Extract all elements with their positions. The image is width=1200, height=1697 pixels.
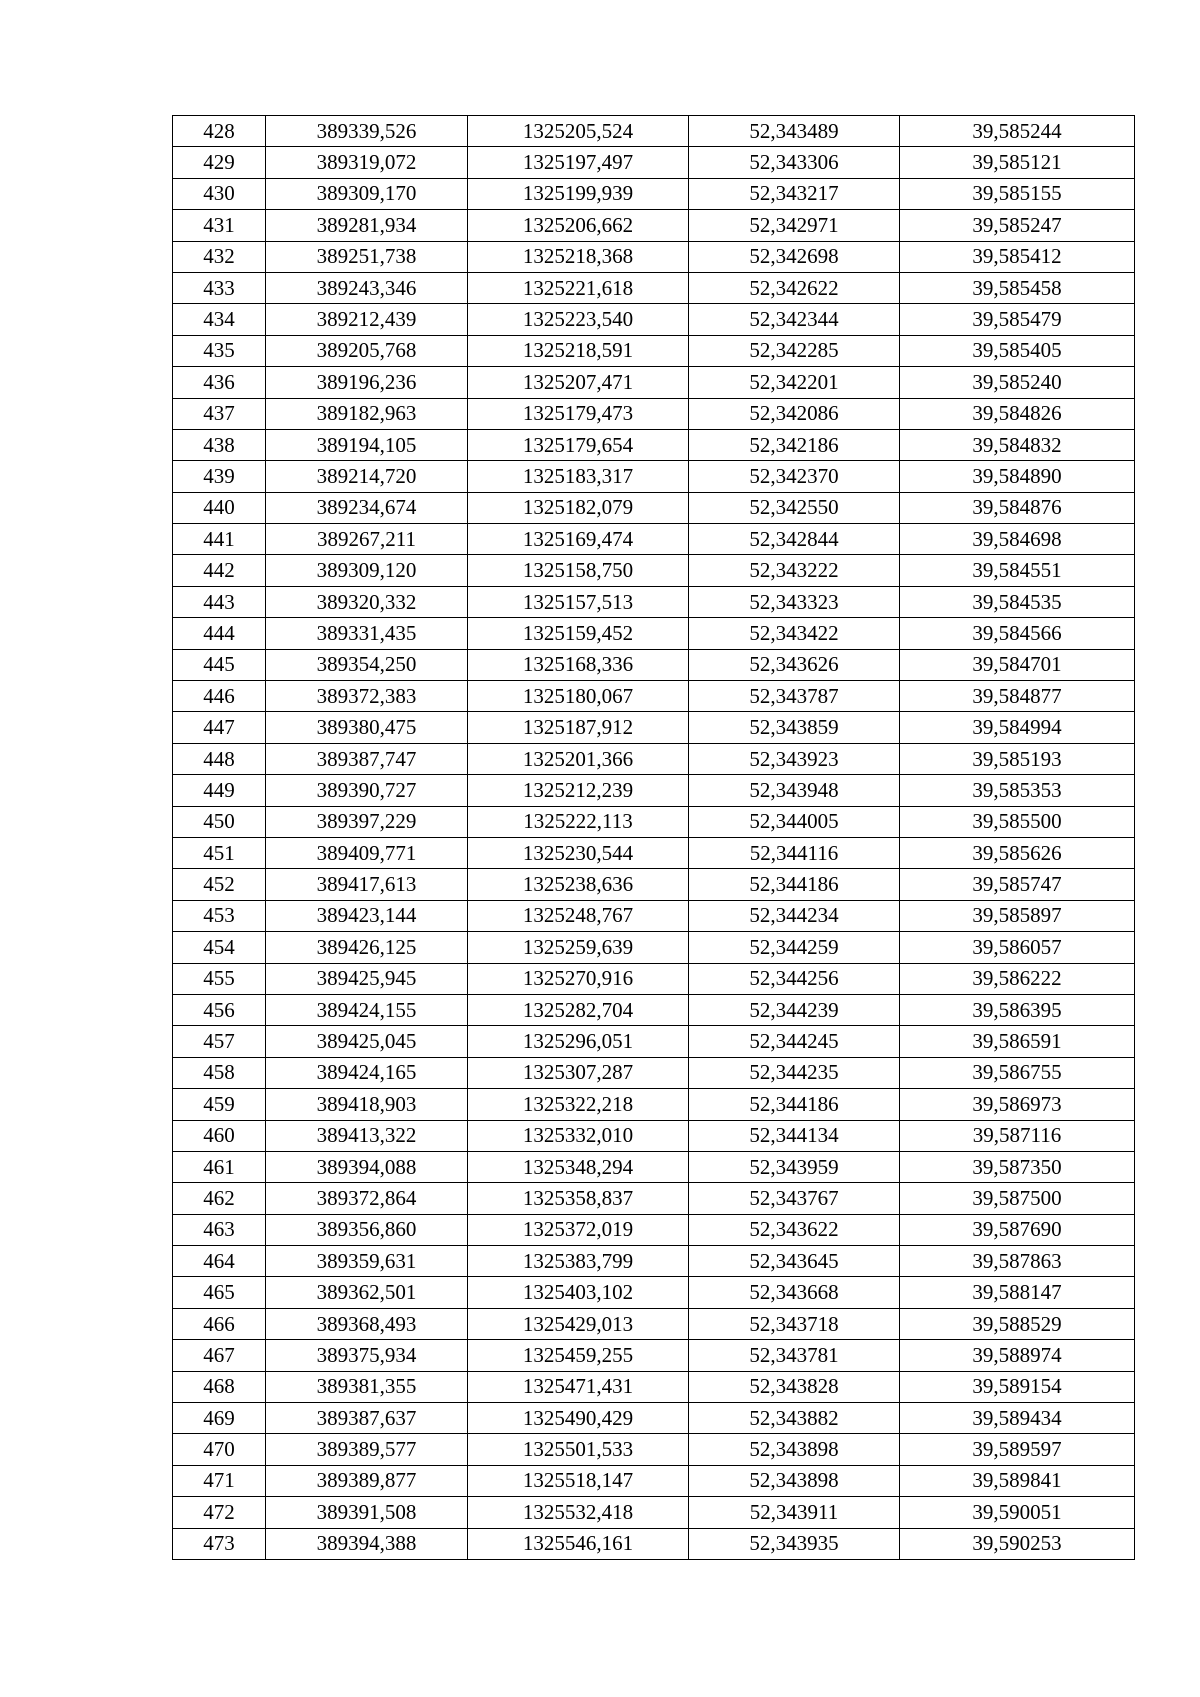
- y-coordinate-cell: 1325222,113: [468, 806, 689, 837]
- point-number-cell: 450: [173, 806, 266, 837]
- table-row: [173, 304, 1135, 335]
- x-coordinate-cell: 389267,211: [266, 524, 468, 555]
- longitude-cell: 39,585458: [900, 272, 1135, 303]
- x-coordinate-cell: 389426,125: [266, 932, 468, 963]
- longitude-cell: 39,588974: [900, 1340, 1135, 1371]
- table-row: [173, 963, 1135, 994]
- point-number-cell: 431: [173, 210, 266, 241]
- x-coordinate-cell: 389214,720: [266, 461, 468, 492]
- longitude-cell: 39,587500: [900, 1183, 1135, 1214]
- latitude-cell: 52,344259: [689, 932, 900, 963]
- y-coordinate-cell: 1325205,524: [468, 116, 689, 147]
- latitude-cell: 52,342186: [689, 429, 900, 460]
- x-coordinate-cell: 389354,250: [266, 649, 468, 680]
- latitude-cell: 52,343489: [689, 116, 900, 147]
- x-coordinate-cell: 389320,332: [266, 586, 468, 617]
- longitude-cell: 39,584877: [900, 681, 1135, 712]
- y-coordinate-cell: 1325218,368: [468, 241, 689, 272]
- longitude-cell: 39,585626: [900, 837, 1135, 868]
- table-row: [173, 681, 1135, 712]
- y-coordinate-cell: 1325332,010: [468, 1120, 689, 1151]
- longitude-cell: 39,587863: [900, 1246, 1135, 1277]
- y-coordinate-cell: 1325248,767: [468, 900, 689, 931]
- longitude-cell: 39,586395: [900, 994, 1135, 1025]
- table-row: [173, 712, 1135, 743]
- table-row: [173, 900, 1135, 931]
- longitude-cell: 39,585244: [900, 116, 1135, 147]
- y-coordinate-cell: 1325459,255: [468, 1340, 689, 1371]
- latitude-cell: 52,343898: [689, 1434, 900, 1465]
- y-coordinate-cell: 1325372,019: [468, 1214, 689, 1245]
- y-coordinate-cell: 1325490,429: [468, 1403, 689, 1434]
- y-coordinate-cell: 1325212,239: [468, 775, 689, 806]
- point-number-cell: 473: [173, 1528, 266, 1559]
- longitude-cell: 39,588529: [900, 1308, 1135, 1339]
- x-coordinate-cell: 389372,383: [266, 681, 468, 712]
- point-number-cell: 443: [173, 586, 266, 617]
- longitude-cell: 39,586755: [900, 1057, 1135, 1088]
- table-row: [173, 1026, 1135, 1057]
- coordinates-table: [172, 115, 1135, 1560]
- y-coordinate-cell: 1325223,540: [468, 304, 689, 335]
- latitude-cell: 52,343222: [689, 555, 900, 586]
- point-number-cell: 472: [173, 1497, 266, 1528]
- point-number-cell: 458: [173, 1057, 266, 1088]
- point-number-cell: 428: [173, 116, 266, 147]
- y-coordinate-cell: 1325159,452: [468, 618, 689, 649]
- point-number-cell: 449: [173, 775, 266, 806]
- y-coordinate-cell: 1325179,473: [468, 398, 689, 429]
- latitude-cell: 52,344239: [689, 994, 900, 1025]
- point-number-cell: 445: [173, 649, 266, 680]
- table-row: [173, 837, 1135, 868]
- y-coordinate-cell: 1325471,431: [468, 1371, 689, 1402]
- x-coordinate-cell: 389339,526: [266, 116, 468, 147]
- latitude-cell: 52,344245: [689, 1026, 900, 1057]
- x-coordinate-cell: 389409,771: [266, 837, 468, 868]
- x-coordinate-cell: 389381,355: [266, 1371, 468, 1402]
- latitude-cell: 52,343959: [689, 1151, 900, 1182]
- table-row: [173, 806, 1135, 837]
- y-coordinate-cell: 1325501,533: [468, 1434, 689, 1465]
- longitude-cell: 39,589434: [900, 1403, 1135, 1434]
- table-row: [173, 932, 1135, 963]
- latitude-cell: 52,343898: [689, 1465, 900, 1496]
- longitude-cell: 39,585121: [900, 147, 1135, 178]
- table-row: [173, 116, 1135, 147]
- x-coordinate-cell: 389387,747: [266, 743, 468, 774]
- x-coordinate-cell: 389359,631: [266, 1246, 468, 1277]
- point-number-cell: 429: [173, 147, 266, 178]
- table-row: [173, 743, 1135, 774]
- latitude-cell: 52,343718: [689, 1308, 900, 1339]
- longitude-cell: 39,585412: [900, 241, 1135, 272]
- table-row: [173, 147, 1135, 178]
- y-coordinate-cell: 1325158,750: [468, 555, 689, 586]
- y-coordinate-cell: 1325218,591: [468, 335, 689, 366]
- x-coordinate-cell: 389319,072: [266, 147, 468, 178]
- y-coordinate-cell: 1325282,704: [468, 994, 689, 1025]
- x-coordinate-cell: 389281,934: [266, 210, 468, 241]
- y-coordinate-cell: 1325532,418: [468, 1497, 689, 1528]
- x-coordinate-cell: 389182,963: [266, 398, 468, 429]
- longitude-cell: 39,586057: [900, 932, 1135, 963]
- latitude-cell: 52,343911: [689, 1497, 900, 1528]
- y-coordinate-cell: 1325307,287: [468, 1057, 689, 1088]
- point-number-cell: 456: [173, 994, 266, 1025]
- latitude-cell: 52,344005: [689, 806, 900, 837]
- point-number-cell: 433: [173, 272, 266, 303]
- x-coordinate-cell: 389425,945: [266, 963, 468, 994]
- latitude-cell: 52,344234: [689, 900, 900, 931]
- latitude-cell: 52,343923: [689, 743, 900, 774]
- y-coordinate-cell: 1325201,366: [468, 743, 689, 774]
- y-coordinate-cell: 1325207,471: [468, 367, 689, 398]
- latitude-cell: 52,344186: [689, 869, 900, 900]
- longitude-cell: 39,585155: [900, 178, 1135, 209]
- longitude-cell: 39,585897: [900, 900, 1135, 931]
- x-coordinate-cell: 389394,088: [266, 1151, 468, 1182]
- table-row: [173, 994, 1135, 1025]
- point-number-cell: 448: [173, 743, 266, 774]
- longitude-cell: 39,584876: [900, 492, 1135, 523]
- longitude-cell: 39,585193: [900, 743, 1135, 774]
- longitude-cell: 39,584566: [900, 618, 1135, 649]
- y-coordinate-cell: 1325169,474: [468, 524, 689, 555]
- y-coordinate-cell: 1325383,799: [468, 1246, 689, 1277]
- y-coordinate-cell: 1325182,079: [468, 492, 689, 523]
- y-coordinate-cell: 1325322,218: [468, 1089, 689, 1120]
- latitude-cell: 52,343859: [689, 712, 900, 743]
- point-number-cell: 438: [173, 429, 266, 460]
- x-coordinate-cell: 389389,877: [266, 1465, 468, 1496]
- x-coordinate-cell: 389243,346: [266, 272, 468, 303]
- table-row: [173, 1403, 1135, 1434]
- x-coordinate-cell: 389390,727: [266, 775, 468, 806]
- x-coordinate-cell: 389380,475: [266, 712, 468, 743]
- y-coordinate-cell: 1325221,618: [468, 272, 689, 303]
- longitude-cell: 39,584551: [900, 555, 1135, 586]
- latitude-cell: 52,342844: [689, 524, 900, 555]
- longitude-cell: 39,585353: [900, 775, 1135, 806]
- x-coordinate-cell: 389205,768: [266, 335, 468, 366]
- latitude-cell: 52,342344: [689, 304, 900, 335]
- table-row: [173, 1183, 1135, 1214]
- y-coordinate-cell: 1325296,051: [468, 1026, 689, 1057]
- y-coordinate-cell: 1325183,317: [468, 461, 689, 492]
- table-row: [173, 649, 1135, 680]
- latitude-cell: 52,343422: [689, 618, 900, 649]
- latitude-cell: 52,343935: [689, 1528, 900, 1559]
- table-row: [173, 1434, 1135, 1465]
- longitude-cell: 39,590253: [900, 1528, 1135, 1559]
- point-number-cell: 437: [173, 398, 266, 429]
- latitude-cell: 52,342285: [689, 335, 900, 366]
- x-coordinate-cell: 389424,165: [266, 1057, 468, 1088]
- longitude-cell: 39,586973: [900, 1089, 1135, 1120]
- point-number-cell: 468: [173, 1371, 266, 1402]
- point-number-cell: 436: [173, 367, 266, 398]
- x-coordinate-cell: 389417,613: [266, 869, 468, 900]
- latitude-cell: 52,343217: [689, 178, 900, 209]
- point-number-cell: 466: [173, 1308, 266, 1339]
- x-coordinate-cell: 389391,508: [266, 1497, 468, 1528]
- table-row: [173, 1308, 1135, 1339]
- y-coordinate-cell: 1325168,336: [468, 649, 689, 680]
- latitude-cell: 52,343323: [689, 586, 900, 617]
- longitude-cell: 39,584698: [900, 524, 1135, 555]
- x-coordinate-cell: 389397,229: [266, 806, 468, 837]
- longitude-cell: 39,585247: [900, 210, 1135, 241]
- y-coordinate-cell: 1325206,662: [468, 210, 689, 241]
- point-number-cell: 467: [173, 1340, 266, 1371]
- point-number-cell: 469: [173, 1403, 266, 1434]
- longitude-cell: 39,584826: [900, 398, 1135, 429]
- point-number-cell: 460: [173, 1120, 266, 1151]
- table-row: [173, 524, 1135, 555]
- table-row: [173, 210, 1135, 241]
- y-coordinate-cell: 1325270,916: [468, 963, 689, 994]
- y-coordinate-cell: 1325348,294: [468, 1151, 689, 1182]
- longitude-cell: 39,585747: [900, 869, 1135, 900]
- point-number-cell: 471: [173, 1465, 266, 1496]
- y-coordinate-cell: 1325187,912: [468, 712, 689, 743]
- table-row: [173, 586, 1135, 617]
- x-coordinate-cell: 389425,045: [266, 1026, 468, 1057]
- latitude-cell: 52,342698: [689, 241, 900, 272]
- x-coordinate-cell: 389413,322: [266, 1120, 468, 1151]
- point-number-cell: 454: [173, 932, 266, 963]
- y-coordinate-cell: 1325358,837: [468, 1183, 689, 1214]
- longitude-cell: 39,586222: [900, 963, 1135, 994]
- x-coordinate-cell: 389423,144: [266, 900, 468, 931]
- point-number-cell: 461: [173, 1151, 266, 1182]
- latitude-cell: 52,343622: [689, 1214, 900, 1245]
- point-number-cell: 439: [173, 461, 266, 492]
- latitude-cell: 52,344256: [689, 963, 900, 994]
- latitude-cell: 52,344134: [689, 1120, 900, 1151]
- latitude-cell: 52,343668: [689, 1277, 900, 1308]
- longitude-cell: 39,590051: [900, 1497, 1135, 1528]
- table-row: [173, 429, 1135, 460]
- longitude-cell: 39,586591: [900, 1026, 1135, 1057]
- longitude-cell: 39,589154: [900, 1371, 1135, 1402]
- latitude-cell: 52,344235: [689, 1057, 900, 1088]
- point-number-cell: 447: [173, 712, 266, 743]
- y-coordinate-cell: 1325157,513: [468, 586, 689, 617]
- point-number-cell: 453: [173, 900, 266, 931]
- point-number-cell: 432: [173, 241, 266, 272]
- point-number-cell: 442: [173, 555, 266, 586]
- point-number-cell: 457: [173, 1026, 266, 1057]
- latitude-cell: 52,342086: [689, 398, 900, 429]
- point-number-cell: 452: [173, 869, 266, 900]
- table-row: [173, 178, 1135, 209]
- table-row: [173, 1277, 1135, 1308]
- table-row: [173, 461, 1135, 492]
- y-coordinate-cell: 1325179,654: [468, 429, 689, 460]
- x-coordinate-cell: 389418,903: [266, 1089, 468, 1120]
- x-coordinate-cell: 389356,860: [266, 1214, 468, 1245]
- x-coordinate-cell: 389212,439: [266, 304, 468, 335]
- table-row: [173, 1497, 1135, 1528]
- x-coordinate-cell: 389234,674: [266, 492, 468, 523]
- table-row: [173, 1151, 1135, 1182]
- longitude-cell: 39,584535: [900, 586, 1135, 617]
- longitude-cell: 39,587690: [900, 1214, 1135, 1245]
- longitude-cell: 39,584701: [900, 649, 1135, 680]
- table-row: [173, 398, 1135, 429]
- x-coordinate-cell: 389362,501: [266, 1277, 468, 1308]
- point-number-cell: 446: [173, 681, 266, 712]
- point-number-cell: 463: [173, 1214, 266, 1245]
- table-row: [173, 335, 1135, 366]
- longitude-cell: 39,585500: [900, 806, 1135, 837]
- latitude-cell: 52,343645: [689, 1246, 900, 1277]
- latitude-cell: 52,343781: [689, 1340, 900, 1371]
- table-row: [173, 1214, 1135, 1245]
- y-coordinate-cell: 1325403,102: [468, 1277, 689, 1308]
- point-number-cell: 441: [173, 524, 266, 555]
- point-number-cell: 462: [173, 1183, 266, 1214]
- coordinates-table-body: [173, 116, 1135, 1560]
- latitude-cell: 52,343626: [689, 649, 900, 680]
- y-coordinate-cell: 1325230,544: [468, 837, 689, 868]
- point-number-cell: 451: [173, 837, 266, 868]
- point-number-cell: 464: [173, 1246, 266, 1277]
- x-coordinate-cell: 389368,493: [266, 1308, 468, 1339]
- longitude-cell: 39,587116: [900, 1120, 1135, 1151]
- table-row: [173, 1371, 1135, 1402]
- table-row: [173, 1465, 1135, 1496]
- x-coordinate-cell: 389387,637: [266, 1403, 468, 1434]
- table-row: [173, 241, 1135, 272]
- latitude-cell: 52,342622: [689, 272, 900, 303]
- y-coordinate-cell: 1325429,013: [468, 1308, 689, 1339]
- point-number-cell: 444: [173, 618, 266, 649]
- point-number-cell: 455: [173, 963, 266, 994]
- point-number-cell: 459: [173, 1089, 266, 1120]
- table-row: [173, 1528, 1135, 1559]
- table-row: [173, 272, 1135, 303]
- longitude-cell: 39,585240: [900, 367, 1135, 398]
- table-row: [173, 869, 1135, 900]
- latitude-cell: 52,342201: [689, 367, 900, 398]
- point-number-cell: 434: [173, 304, 266, 335]
- point-number-cell: 465: [173, 1277, 266, 1308]
- longitude-cell: 39,585479: [900, 304, 1135, 335]
- y-coordinate-cell: 1325518,147: [468, 1465, 689, 1496]
- point-number-cell: 435: [173, 335, 266, 366]
- x-coordinate-cell: 389375,934: [266, 1340, 468, 1371]
- x-coordinate-cell: 389389,577: [266, 1434, 468, 1465]
- table-row: [173, 1120, 1135, 1151]
- y-coordinate-cell: 1325238,636: [468, 869, 689, 900]
- longitude-cell: 39,585405: [900, 335, 1135, 366]
- latitude-cell: 52,343767: [689, 1183, 900, 1214]
- longitude-cell: 39,587350: [900, 1151, 1135, 1182]
- latitude-cell: 52,343306: [689, 147, 900, 178]
- table-row: [173, 775, 1135, 806]
- latitude-cell: 52,342971: [689, 210, 900, 241]
- x-coordinate-cell: 389394,388: [266, 1528, 468, 1559]
- y-coordinate-cell: 1325180,067: [468, 681, 689, 712]
- table-row: [173, 1246, 1135, 1277]
- table-row: [173, 492, 1135, 523]
- table-row: [173, 555, 1135, 586]
- x-coordinate-cell: 389196,236: [266, 367, 468, 398]
- x-coordinate-cell: 389424,155: [266, 994, 468, 1025]
- x-coordinate-cell: 389372,864: [266, 1183, 468, 1214]
- latitude-cell: 52,342370: [689, 461, 900, 492]
- point-number-cell: 430: [173, 178, 266, 209]
- latitude-cell: 52,343882: [689, 1403, 900, 1434]
- table-row: [173, 367, 1135, 398]
- latitude-cell: 52,343948: [689, 775, 900, 806]
- table-row: [173, 1089, 1135, 1120]
- longitude-cell: 39,588147: [900, 1277, 1135, 1308]
- table-row: [173, 1340, 1135, 1371]
- latitude-cell: 52,342550: [689, 492, 900, 523]
- table-row: [173, 618, 1135, 649]
- longitude-cell: 39,589597: [900, 1434, 1135, 1465]
- x-coordinate-cell: 389251,738: [266, 241, 468, 272]
- longitude-cell: 39,584890: [900, 461, 1135, 492]
- longitude-cell: 39,589841: [900, 1465, 1135, 1496]
- latitude-cell: 52,344116: [689, 837, 900, 868]
- y-coordinate-cell: 1325546,161: [468, 1528, 689, 1559]
- y-coordinate-cell: 1325199,939: [468, 178, 689, 209]
- x-coordinate-cell: 389194,105: [266, 429, 468, 460]
- table-row: [173, 1057, 1135, 1088]
- longitude-cell: 39,584832: [900, 429, 1135, 460]
- point-number-cell: 470: [173, 1434, 266, 1465]
- x-coordinate-cell: 389309,120: [266, 555, 468, 586]
- latitude-cell: 52,343828: [689, 1371, 900, 1402]
- x-coordinate-cell: 389331,435: [266, 618, 468, 649]
- longitude-cell: 39,584994: [900, 712, 1135, 743]
- latitude-cell: 52,344186: [689, 1089, 900, 1120]
- y-coordinate-cell: 1325197,497: [468, 147, 689, 178]
- y-coordinate-cell: 1325259,639: [468, 932, 689, 963]
- point-number-cell: 440: [173, 492, 266, 523]
- x-coordinate-cell: 389309,170: [266, 178, 468, 209]
- latitude-cell: 52,343787: [689, 681, 900, 712]
